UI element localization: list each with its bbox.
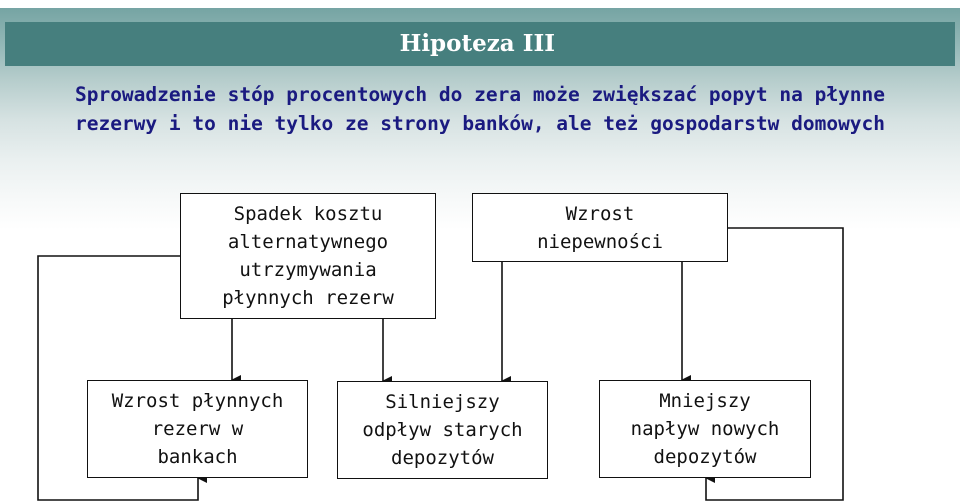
effect-box-deposit-outflow [337,381,548,479]
effect-box-deposit-outflow-label: Silniejszy odpływ starych depozytów [362,391,523,469]
cause-box-uncertainty-label: Wzrost niepewności [537,203,663,253]
slide-title: Hipoteza III [399,30,555,57]
cause-box-uncertainty [472,193,728,262]
cause-box-opportunity-cost-label: Spadek kosztu alternatywnego utrzymywania płynnych rezerw [222,203,394,309]
effect-box-bank-reserves [87,380,308,478]
effect-box-deposit-inflow [599,380,811,478]
effect-box-deposit-inflow-label: Mniejszy napływ nowych depozytów [630,390,780,468]
effect-box-bank-reserves-label: Wzrost płynnych rezerw w bankach [111,390,284,468]
cause-box-opportunity-cost [180,193,436,319]
hypothesis-text: Sprowadzenie stóp procentowych do zera może zwiększać popyt na płynne rezerwy i to nie tylko ze strony banków, ale też gospodarstw domowych [74,83,886,135]
